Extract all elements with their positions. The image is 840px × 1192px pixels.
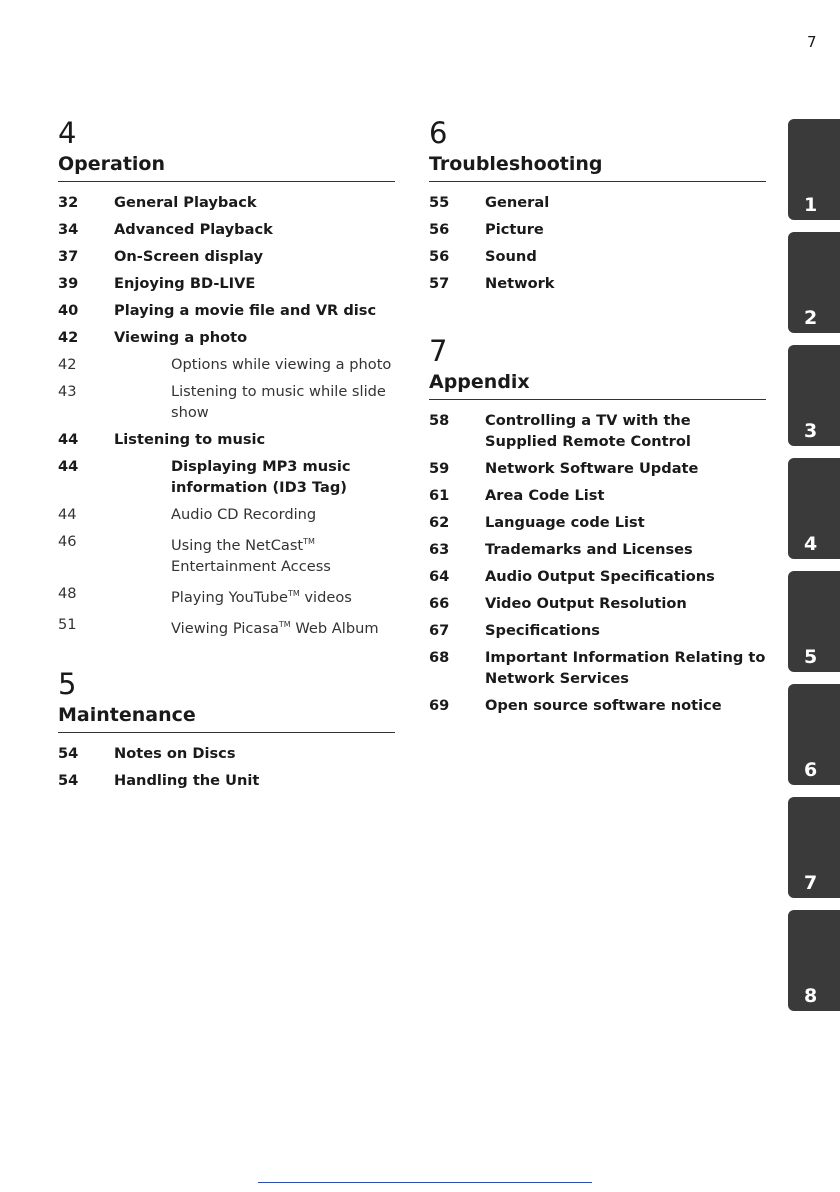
toc-entry-text: Picture xyxy=(485,221,544,238)
toc-entry-page: 44 xyxy=(58,458,79,475)
toc-left-column xyxy=(58,116,395,821)
trademark-mark: TM xyxy=(278,619,291,629)
toc-entry-page: 37 xyxy=(58,248,79,265)
toc-entry-page: 59 xyxy=(429,460,450,477)
toc-entry-title xyxy=(485,539,766,560)
chapter-tab-label: 2 xyxy=(804,307,818,329)
toc-entry-text: Specifications xyxy=(485,622,600,639)
toc-entry-title xyxy=(485,219,766,240)
toc-entry-text: Listening to music while slide show xyxy=(171,383,386,421)
toc-entry[interactable] xyxy=(429,695,766,716)
toc-entry[interactable] xyxy=(429,458,766,479)
toc-entry[interactable] xyxy=(429,593,766,614)
toc-entry[interactable] xyxy=(429,620,766,641)
section-title: Appendix xyxy=(429,368,766,400)
toc-entry-title xyxy=(114,770,395,791)
toc-section-7 xyxy=(429,334,766,716)
toc-section-6 xyxy=(429,116,766,294)
toc-entry-title xyxy=(485,485,766,506)
toc-entry-text: General Playback xyxy=(114,194,257,211)
toc-entry-page: 56 xyxy=(429,248,450,265)
toc-entry-page: 34 xyxy=(58,221,79,238)
toc-entry-title xyxy=(114,429,395,450)
toc-entry-text: Advanced Playback xyxy=(114,221,273,238)
toc-entry[interactable] xyxy=(58,429,395,450)
toc-entry-title xyxy=(485,566,766,587)
toc-entry-title xyxy=(485,192,766,213)
toc-entry[interactable] xyxy=(429,410,766,452)
toc-entry-title xyxy=(114,246,395,267)
toc-entry[interactable] xyxy=(429,219,766,240)
toc-entry-page: 64 xyxy=(429,568,450,585)
toc-entry-title xyxy=(171,354,395,375)
toc-entry[interactable] xyxy=(58,614,395,639)
chapter-tab-1[interactable] xyxy=(788,119,840,220)
toc-entry-text: Audio Output Specifications xyxy=(485,568,715,585)
toc-entry[interactable] xyxy=(429,566,766,587)
toc-entry-page: 61 xyxy=(429,487,450,504)
toc-entry-page: 54 xyxy=(58,771,79,789)
toc-entry[interactable] xyxy=(429,647,766,689)
toc-entry-text: Network xyxy=(485,275,555,292)
toc-entry-page: 68 xyxy=(429,649,450,666)
toc-entry-title xyxy=(485,410,766,452)
footer-divider xyxy=(258,1182,592,1183)
toc-entry[interactable] xyxy=(58,300,395,321)
toc-entry-title xyxy=(114,327,395,348)
toc-entry-title xyxy=(485,273,766,294)
toc-entry[interactable] xyxy=(58,504,395,525)
toc-entry-title xyxy=(114,192,395,213)
toc-entry-page: 62 xyxy=(429,514,450,531)
chapter-tab-4[interactable] xyxy=(788,458,840,559)
toc-entry-text: Important Information Relating to Network Services xyxy=(485,649,766,687)
toc-entry[interactable] xyxy=(429,273,766,294)
toc-entry-text: Audio CD Recording xyxy=(171,506,317,523)
toc-entry-title xyxy=(114,273,395,294)
toc-entry-text: Controlling a TV with the Supplied Remote Control xyxy=(485,412,691,450)
toc-entry-page: 67 xyxy=(429,622,450,639)
toc-entry-text-cont: Web Album xyxy=(290,619,379,637)
toc-entry-page: 69 xyxy=(429,697,450,714)
toc-entry[interactable] xyxy=(58,456,395,498)
section-title: Operation xyxy=(58,150,395,182)
toc-entry-title xyxy=(114,300,395,321)
chapter-tab-label: 4 xyxy=(804,533,818,555)
toc-right-column xyxy=(429,116,766,746)
toc-entry-page: 57 xyxy=(429,275,450,292)
toc-entry-text-cont: videos xyxy=(299,588,352,606)
toc-entry-page: 63 xyxy=(429,541,450,558)
toc-entry-title xyxy=(114,743,395,764)
toc-entry-page: 55 xyxy=(429,194,450,211)
toc-entry-title xyxy=(485,695,766,716)
toc-entry-text: Playing YouTube xyxy=(171,588,288,606)
toc-entry[interactable] xyxy=(58,743,395,764)
toc-entry-page: 56 xyxy=(429,221,450,238)
trademark-mark: TM xyxy=(303,537,315,546)
toc-entry-page: 43 xyxy=(58,383,77,400)
toc-entry-page: 44 xyxy=(58,431,79,448)
toc-entry-text: Handling the Unit xyxy=(114,771,260,789)
toc-entry-page: 32 xyxy=(58,194,79,211)
chapter-tab-label: 5 xyxy=(804,646,818,668)
chapter-tab-7[interactable] xyxy=(788,797,840,898)
toc-entry[interactable] xyxy=(429,246,766,267)
toc-entry[interactable] xyxy=(58,219,395,240)
toc-entry[interactable] xyxy=(429,539,766,560)
toc-entry-text: Using the NetCast xyxy=(171,536,304,554)
toc-entry-title xyxy=(485,620,766,641)
chapter-tab-label: 3 xyxy=(804,420,818,442)
toc-entry[interactable] xyxy=(58,192,395,213)
toc-entry-page: 48 xyxy=(58,584,77,602)
toc-entry[interactable] xyxy=(58,273,395,294)
toc-section-5 xyxy=(58,667,395,791)
toc-entry-page: 42 xyxy=(58,356,77,373)
section-number: 5 xyxy=(58,666,77,701)
toc-entry-title xyxy=(171,456,395,498)
section-number: 4 xyxy=(58,116,77,150)
page-number: 7 xyxy=(807,33,817,51)
toc-entry[interactable] xyxy=(58,381,395,423)
toc-entry-title xyxy=(171,504,395,525)
toc-entry-title xyxy=(114,219,395,240)
toc-entry-text: Playing a movie file and VR disc xyxy=(114,302,377,319)
chapter-tab-label: 7 xyxy=(804,872,818,894)
chapter-tab-2[interactable] xyxy=(788,232,840,333)
section-number: 6 xyxy=(429,116,448,150)
toc-section-4 xyxy=(58,116,395,639)
toc-entry-text: Network Software Update xyxy=(485,460,699,477)
toc-entry-title xyxy=(485,593,766,614)
toc-entry-text: Options while viewing a photo xyxy=(171,356,392,373)
section-number: 7 xyxy=(429,334,448,368)
chapter-tab-label: 6 xyxy=(804,759,818,781)
toc-entry[interactable] xyxy=(58,354,395,375)
toc-entry-text: Open source software notice xyxy=(485,697,722,714)
toc-entry-page: 44 xyxy=(58,506,77,523)
toc-entry-title xyxy=(171,583,395,608)
toc-entry-page: 46 xyxy=(58,533,77,550)
toc-entry[interactable] xyxy=(58,770,395,791)
toc-entry-title xyxy=(485,647,766,689)
toc-entry-text: Video Output Resolution xyxy=(485,595,687,612)
toc-entry-page: 40 xyxy=(58,302,79,319)
toc-entry[interactable] xyxy=(58,246,395,267)
chapter-tab-6[interactable] xyxy=(788,684,840,785)
toc-entry-title xyxy=(171,531,395,577)
toc-entry[interactable] xyxy=(429,512,766,533)
toc-entry-text: Displaying MP3 music information (ID3 Tag) xyxy=(171,458,351,496)
chapter-tab-label: 1 xyxy=(804,194,818,216)
toc-entry-page: 51 xyxy=(58,615,77,633)
toc-entry-page: 66 xyxy=(429,595,450,612)
toc-entry-text: Sound xyxy=(485,248,537,265)
toc-entry-page: 54 xyxy=(58,744,79,762)
toc-entry[interactable] xyxy=(58,327,395,348)
section-title: Maintenance xyxy=(58,701,395,733)
toc-entry-text: Language code List xyxy=(485,514,645,531)
trademark-mark: TM xyxy=(287,588,300,598)
toc-entry[interactable] xyxy=(58,583,395,608)
toc-entry-page: 39 xyxy=(58,275,79,292)
toc-entry-text: On-Screen display xyxy=(114,248,263,265)
toc-entry-title xyxy=(171,614,395,639)
chapter-tab-8[interactable] xyxy=(788,910,840,1011)
toc-entry-text: Area Code List xyxy=(485,487,605,504)
toc-entry-text: Trademarks and Licenses xyxy=(485,541,693,558)
toc-entry-page: 58 xyxy=(429,412,450,429)
toc-entry-text: General xyxy=(485,194,550,211)
toc-entry-text: Viewing Picasa xyxy=(171,619,279,637)
toc-entry-text-cont: Entertainment Access xyxy=(171,557,331,575)
chapter-tab-label: 8 xyxy=(804,985,818,1007)
toc-entry[interactable] xyxy=(429,192,766,213)
toc-entry-title xyxy=(171,381,395,423)
toc-entry-text: Notes on Discs xyxy=(114,744,236,762)
chapter-tab-5[interactable] xyxy=(788,571,840,672)
section-title: Troubleshooting xyxy=(429,150,766,182)
toc-entry-title xyxy=(485,246,766,267)
toc-entry-page: 42 xyxy=(58,329,79,346)
toc-entry-title xyxy=(485,458,766,479)
toc-entry-text: Listening to music xyxy=(114,431,266,448)
toc-entry-title xyxy=(485,512,766,533)
toc-entry-text: Enjoying BD-LIVE xyxy=(114,275,256,292)
chapter-tab-3[interactable] xyxy=(788,345,840,446)
toc-entry[interactable] xyxy=(429,485,766,506)
toc-entry-text: Viewing a photo xyxy=(114,329,248,346)
toc-entry[interactable] xyxy=(58,531,395,577)
